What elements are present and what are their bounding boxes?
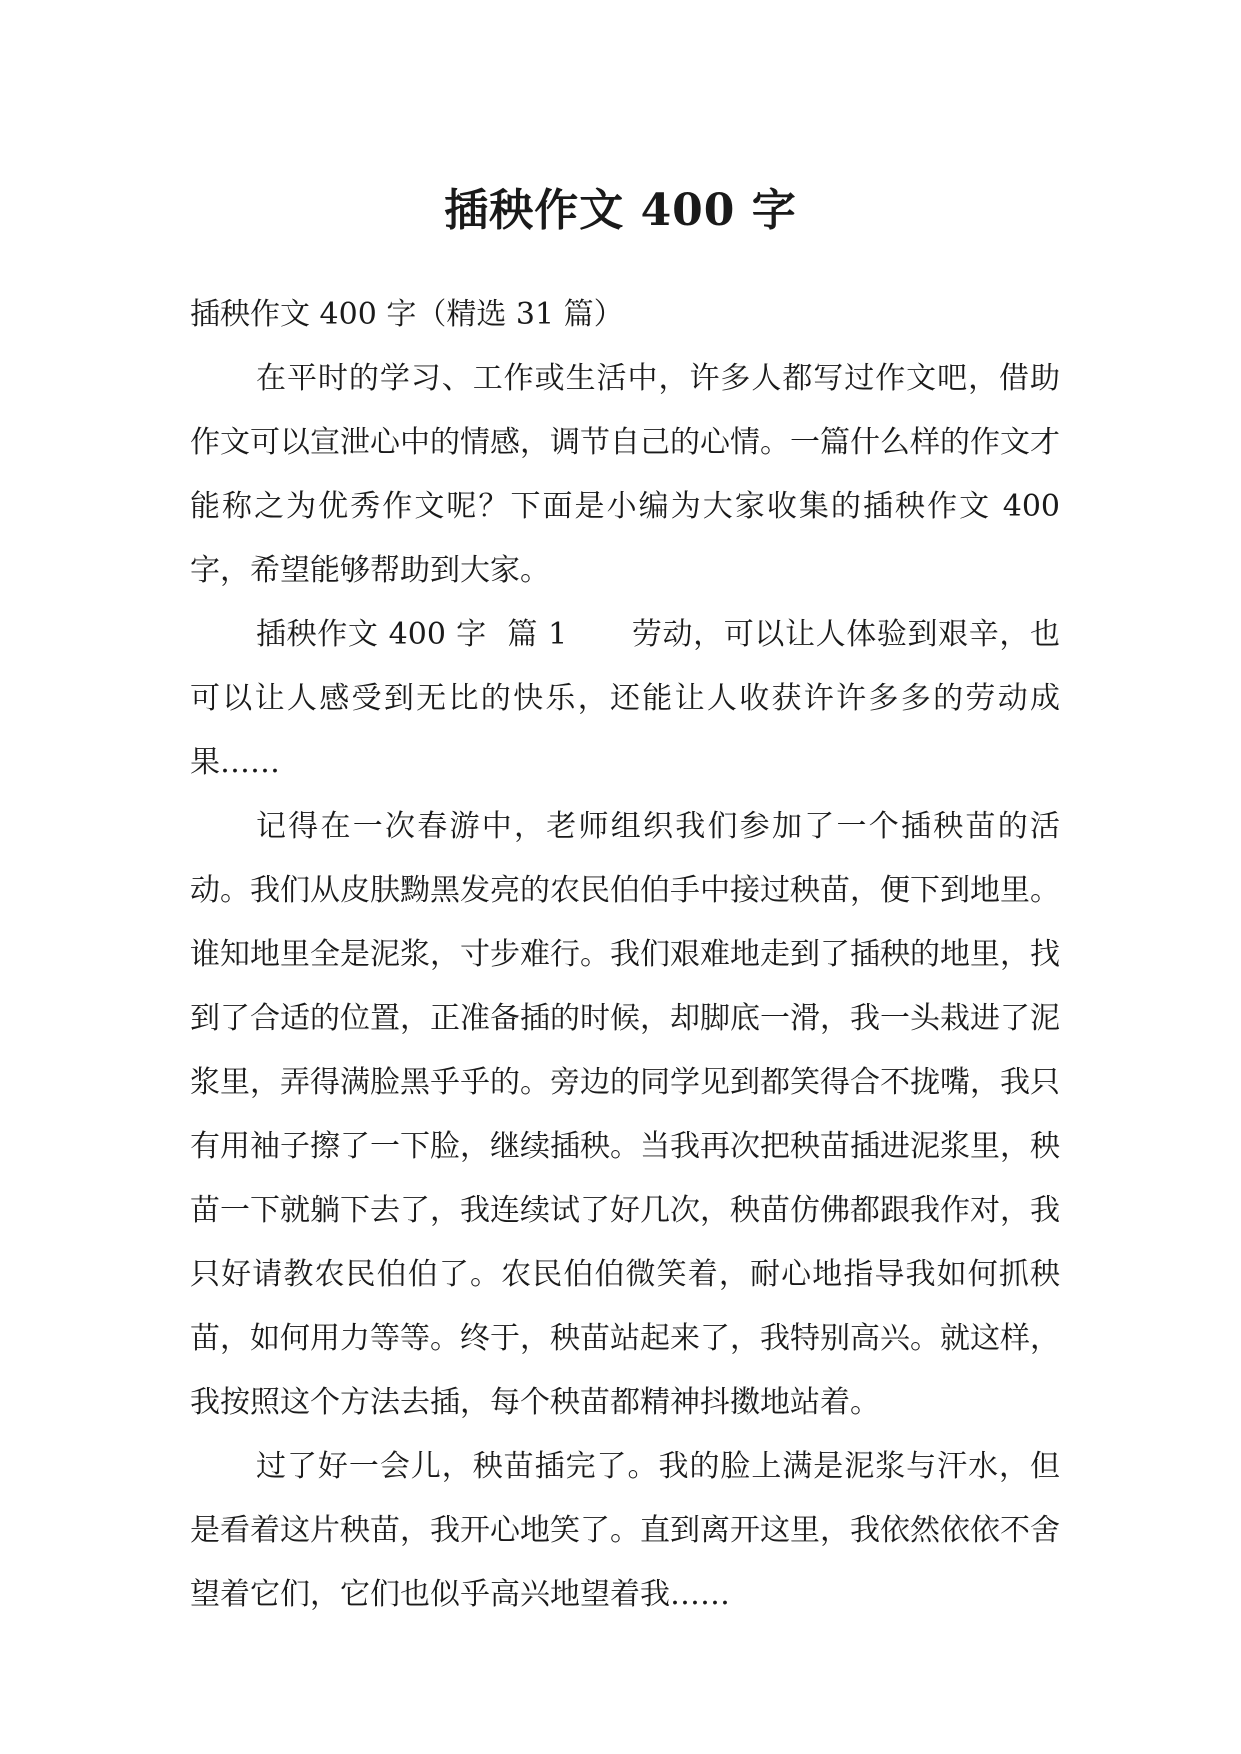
section-1-number: 篇 1 bbox=[506, 617, 568, 652]
document-title: 插秧作文 400 字 bbox=[444, 185, 797, 237]
document-subtitle: 插秧作文 400 字（精选 31 篇） bbox=[190, 297, 624, 332]
intro-paragraph: 在平时的学习、工作或生活中，许多人都写过作文吧，借助作文可以宣泄心中的情感，调节自己的心情。一篇什么样的作文才能称之为优秀作文呢？下面是小编为大家收集的插秧作文 400 字，希望能够帮助到大家。 bbox=[190, 361, 1060, 588]
body-paragraph-2: 记得在一次春游中，老师组织我们参加了一个插秧苗的活动。我们从皮肤黝黑发亮的农民伯伯手中接过秧苗，便下到地里。谁知地里全是泥浆，寸步难行。我们艰难地走到了插秧的地里，找到了合适的位置，正准备插的时候，却脚底一滑，我一头栽进了泥浆里，弄得满脸黑乎乎的。旁边的同学见到都笑得合不拢嘴，我只有用袖子擦了一下脸，继续插秧。当我再次把秧苗插进泥浆里，秧苗一下就躺下去了，我连续试了好几次，秧苗仿佛都跟我作对，我只好请教农民伯伯了。农民伯伯微笑着，耐心地指导我如何抓秧苗，如何用力等等。终于，秧苗站起来了，我特别高兴。就这样，我按照这个方法去插，每个秧苗都精神抖擞地站着。 bbox=[190, 809, 1060, 1420]
section-1-heading: 插秧作文 400 字 bbox=[256, 617, 487, 652]
section-1-paragraph bbox=[190, 603, 1060, 795]
document-body bbox=[190, 283, 1060, 1627]
body-paragraph-3: 过了好一会儿，秧苗插完了。我的脸上满是泥浆与汗水，但是看着这片秧苗，我开心地笑了。直到离开这里，我依然依依不舍望着它们，它们也似乎高兴地望着我…… bbox=[190, 1449, 1060, 1612]
section-1-lead: 劳动，可以让人体验到艰辛，也可以让人感受到无比的快乐，还能让人收获许许多多的劳动成果…… bbox=[190, 617, 1061, 780]
